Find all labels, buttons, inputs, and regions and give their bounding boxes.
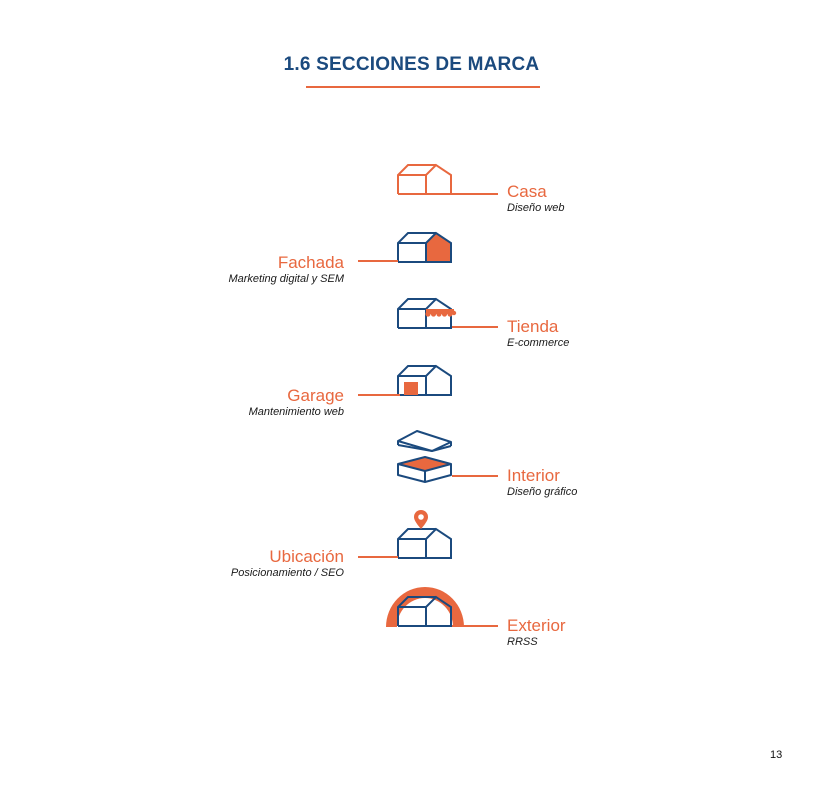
connector-line [358, 260, 398, 262]
house-open-roof-icon [395, 428, 455, 484]
section-label-tienda [507, 318, 569, 350]
section-subtitle: Diseño gráfico [507, 486, 578, 498]
title-underline [306, 86, 540, 88]
section-subtitle: E-commerce [507, 337, 570, 349]
section-label-casa [507, 183, 564, 215]
section-subtitle: Posicionamiento / SEO [230, 567, 344, 579]
section-label-ubicacion [231, 548, 344, 580]
section-name: Ubicación [269, 547, 344, 566]
page-number: 13 [770, 749, 783, 761]
section-name: Fachada [277, 253, 344, 272]
house-garage-icon [396, 363, 454, 397]
page-title: 1.6 SECCIONES DE MARCA [283, 54, 540, 75]
section-label-garage [249, 387, 344, 419]
house-shop-awning-icon [396, 296, 458, 330]
connector-line [452, 193, 498, 195]
house-facade-icon [396, 230, 454, 264]
section-subtitle: Marketing digital y SEM [228, 273, 344, 285]
section-name: Garage [287, 386, 344, 405]
section-subtitle: RRSS [507, 636, 538, 648]
section-name: Exterior [507, 616, 566, 635]
connector-line [452, 625, 498, 627]
connector-line [452, 326, 498, 328]
section-label-exterior [507, 617, 566, 649]
connector-line [358, 556, 398, 558]
connector-line [452, 475, 498, 477]
house-location-pin-icon [396, 508, 454, 560]
section-label-interior [507, 467, 577, 499]
section-subtitle: Diseño web [507, 202, 565, 214]
connector-line [358, 394, 400, 396]
section-label-fachada [228, 254, 344, 286]
section-name: Interior [507, 466, 560, 485]
house-arch-icon [384, 580, 466, 628]
house-outline-icon [396, 162, 454, 196]
section-name: Casa [507, 182, 547, 201]
section-subtitle: Mantenimiento web [248, 406, 344, 418]
section-name: Tienda [507, 317, 559, 336]
